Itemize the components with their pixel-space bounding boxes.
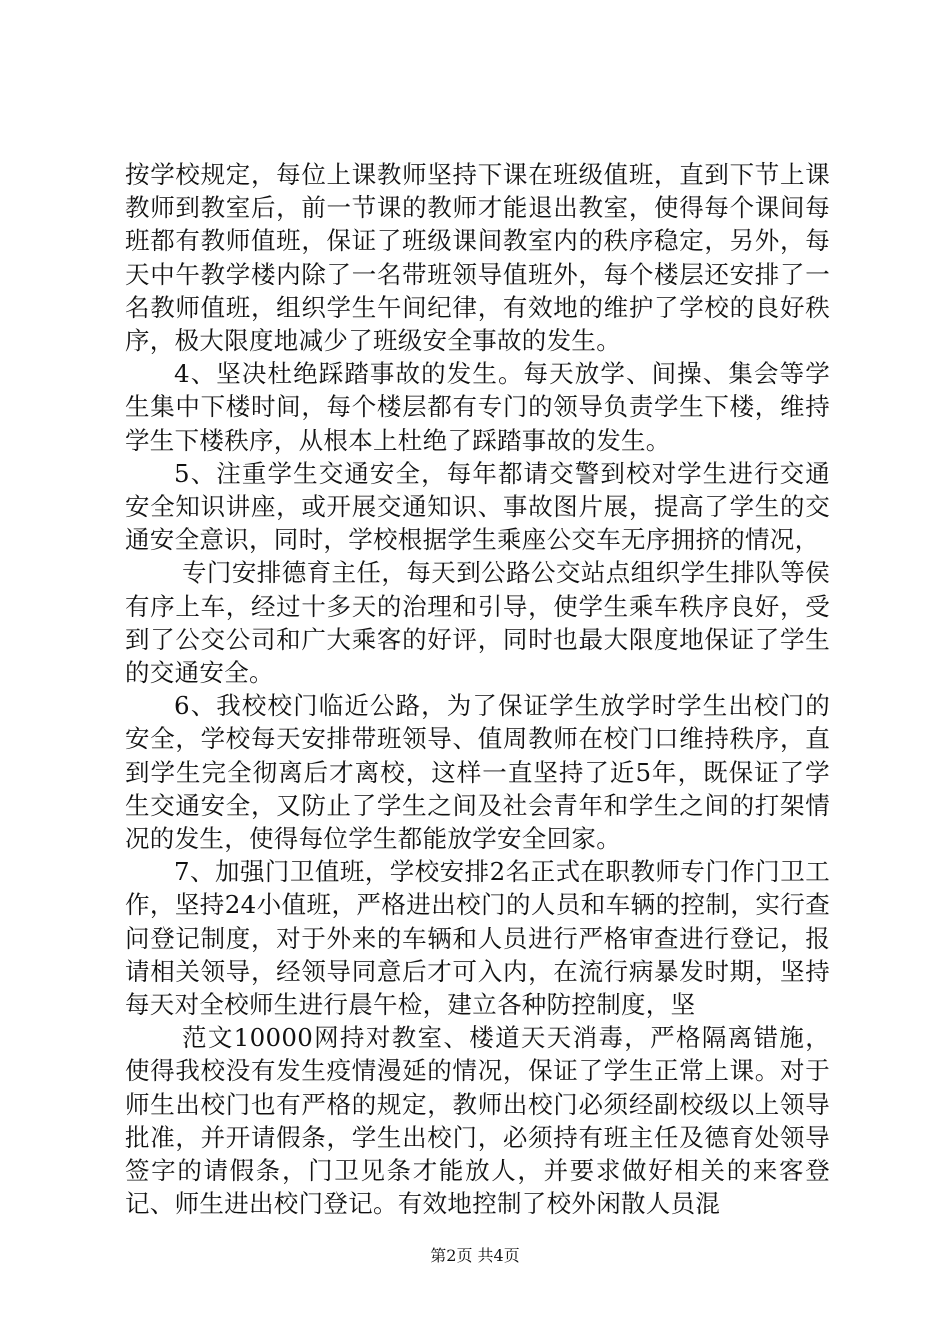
paragraph-item-5: 5、注重学生交通安全，每年都请交警到校对学生进行交通安全知识讲座，或开展交通知识、事故图片展，提高了学生的交通安全意识，同时，学校根据学生乘座公交车无序拥挤的情况， xyxy=(125,458,830,555)
page-footer: 第2页 共4页 xyxy=(430,1246,520,1265)
paragraph-item-4: 4、坚决杜绝踩踏事故的发生。每天放学、间操、集会等学生集中下楼时间，每个楼层都有专门的领导负责学生下楼，维持学生下楼秩序，从根本上杜绝了踩踏事故的发生。 xyxy=(125,359,830,455)
paragraph-item-6: 6、我校校门临近公路，为了保证学生放学时学生出校门的安全，学校每天安排带班领导、值周教师在校门口维持秩序，直到学生完全彻离后才离校，这样一直坚持了近5年，既保证了学生交通安全，又防止了学生之间及社会青年和学生之间的打架情况的发生，使得每位学生都能放学安全回家。 xyxy=(125,691,830,854)
document-body xyxy=(125,158,830,1221)
paragraph-item-7: 7、加强门卫值班，学校安排2名正式在职教师专门作门卫工作，坚持24小值班，严格进出校门的人员和车辆的控制，实行查问登记制度，对于外来的车辆和人员进行严格审查进行登记，报请相关领导，经领导同意后才可入内，在流行病暴发时期，坚持每天对全校师生进行晨午检，建立各种防控制度，坚 xyxy=(125,857,830,1020)
paragraph-item-5-continued: 专门安排德育主任，每天到公路公交站点组织学生排队等侯有序上车，经过十多天的治理和引导，使学生乘车秩序良好，受到了公交公司和广大乘客的好评，同时也最大限度地保证了学生的交通安全。 xyxy=(125,558,830,688)
paragraph-item-7-continued: 范文10000网持对教室、楼道天天消毒，严格隔离错施，使得我校没有发生疫情漫延的情况，保证了学生正常上课。对于师生出校门也有严格的规定，教师出校门必须经副校级以上领导批准，并开请假条，学生出校门，必须持有班主任及德育处领导签字的请假条，门卫见条才能放人，并要求做好相关的来客登记、师生进出校门登记。有效地控制了校外闲散人员混 xyxy=(125,1023,830,1219)
paragraph-continuation: 按学校规定，每位上课教师坚持下课在班级值班，直到下节上课教师到教室后，前一节课的教师才能退出教室，使得每个课间每班都有教师值班，保证了班级课间教室内的秩序稳定，另外，每天中午教学楼内除了一名带班领导值班外，每个楼层还安排了一名教师值班，组织学生午间纪律，有效地的维护了学校的良好秩序，极大限度地减少了班级安全事故的发生。 xyxy=(125,160,830,356)
